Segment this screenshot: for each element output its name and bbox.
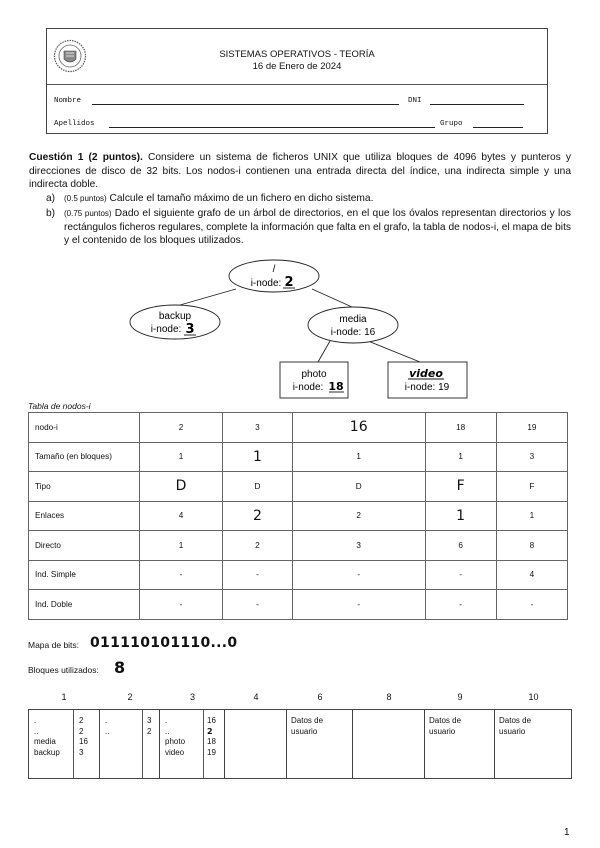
inode-cell: 1 (425, 501, 496, 531)
inode-cell: 1 (496, 501, 567, 531)
inode-cell: D (292, 472, 425, 502)
block-number-8: 8 (386, 692, 392, 702)
grupo-field[interactable] (473, 127, 523, 128)
inode-table-row (29, 590, 568, 620)
block-3-inodes: 16 2 18 19 (207, 716, 216, 757)
block-10 (495, 709, 572, 779)
inode-cell: 6 (425, 531, 496, 561)
inode-cell: - (425, 560, 496, 590)
inode-row-label: Enlaces (29, 501, 140, 531)
inode-row-label: Ind. Doble (29, 590, 140, 620)
course-title: SISTEMAS OPERATIVOS - TEORÍA (219, 49, 375, 60)
block-6 (287, 709, 353, 779)
dni-field[interactable] (430, 104, 524, 105)
inode-table-row (29, 472, 568, 502)
bitmap-label: Mapa de bits: (28, 640, 80, 650)
inode-cell: - (140, 590, 223, 620)
item-b-text: Dado el siguiente grafo de un árbol de directorios, en el que los óvalos representan directorios y los rectángulos ficheros regulares, complete la información que falta en el grafo, la tabla de nodos-i, el mapa de bits y el contenido de los bloques utilizados. (64, 208, 571, 246)
question-intro: Considere un sistema de ficheros UNIX que utiliza bloques de 4096 bytes y punteros y direcciones de disco de 32 bits. Los nodos-i contienen una entrada directa del índice, una indirecta simple y una indirecta doble. (29, 152, 572, 190)
header-title-area (47, 29, 547, 85)
block-number-3: 3 (189, 692, 195, 702)
inode-cell: 4 (496, 560, 567, 590)
block-number-1: 1 (61, 692, 67, 702)
inode-cell: - (223, 560, 293, 590)
node-video (388, 362, 467, 398)
node-backup (130, 305, 220, 339)
backup-inode-label: i-node: (150, 324, 182, 335)
inode-table-row (29, 442, 568, 472)
exam-header (46, 28, 548, 134)
inode-cell: 1 (425, 442, 496, 472)
inode-cell: - (140, 560, 223, 590)
item-b-marker: b) (46, 208, 56, 219)
item-b (64, 207, 571, 248)
edge-root-backup (180, 289, 236, 305)
block-9-user-data: Datos de usuario (429, 716, 462, 736)
item-a-marker: a) (46, 193, 56, 204)
inode-cell: - (496, 590, 567, 620)
inode-cell: - (292, 590, 425, 620)
directory-tree (0, 250, 600, 402)
inode-row-label: nodo-i (29, 413, 140, 443)
apellidos-field[interactable] (109, 127, 435, 128)
item-a-points: (0.5 puntos) (64, 194, 107, 203)
inode-cell: 16 (292, 413, 425, 443)
video-name-hand: video (409, 367, 443, 380)
inode-cell: - (223, 590, 293, 620)
block-6-user-data: Datos de usuario (291, 716, 324, 736)
inode-cell: 18 (425, 413, 496, 443)
inode-cell: 4 (140, 501, 223, 531)
media-inode: i-node: 16 (330, 327, 376, 338)
used-blocks-label: Bloques utilizados: (28, 665, 99, 675)
inode-table-row (29, 501, 568, 531)
block-number-4: 4 (253, 692, 259, 702)
nombre-label: Nombre (54, 97, 82, 105)
inode-table (28, 412, 568, 620)
inode-cell: 8 (496, 531, 567, 561)
node-media (308, 307, 398, 343)
root-name: / (272, 264, 276, 275)
inode-cell: F (425, 472, 496, 502)
inode-cell: 1 (223, 442, 293, 472)
block-2-names: . .. (105, 716, 110, 736)
block-number-6: 6 (317, 692, 323, 702)
photo-name: photo (301, 369, 327, 380)
inode-cell: 19 (496, 413, 567, 443)
inode-cell: D (223, 472, 293, 502)
block-4 (225, 709, 287, 779)
block-2 (100, 709, 160, 779)
inode-table-row (29, 560, 568, 590)
node-photo (280, 362, 348, 398)
video-inode: i-node: 19 (404, 382, 450, 393)
page-number: 1 (564, 827, 570, 838)
backup-name: backup (158, 311, 192, 322)
item-a (64, 192, 570, 206)
inode-cell: D (140, 472, 223, 502)
inode-table-row (29, 531, 568, 561)
inode-cell: 2 (223, 531, 293, 561)
used-blocks-value: 8 (114, 658, 126, 677)
exam-date: 16 de Enero de 2024 (252, 61, 342, 72)
edge-media-photo (318, 341, 330, 362)
inode-cell: 3 (223, 413, 293, 443)
block-10-user-data: Datos de usuario (499, 716, 532, 736)
block-1 (28, 709, 100, 779)
item-b-points: (0.75 puntos) (64, 209, 112, 218)
inode-cell: 1 (292, 442, 425, 472)
dni-label: DNI (408, 97, 422, 105)
inode-cell: 2 (292, 501, 425, 531)
inode-cell: 1 (140, 531, 223, 561)
photo-inode-hand: 18 (328, 380, 344, 393)
node-root (229, 260, 319, 292)
block-number-2: 2 (127, 692, 133, 702)
root-inode-label: i-node: (250, 278, 282, 289)
edge-root-media (312, 289, 352, 307)
inode-table-caption: Tabla de nodos-i (28, 401, 91, 411)
inode-cell: - (292, 560, 425, 590)
inode-row-label: Tipo (29, 472, 140, 502)
photo-inode-label: i-node: (292, 382, 324, 393)
edge-media-video (368, 341, 420, 362)
inode-row-label: Tamaño (en bloques) (29, 442, 140, 472)
media-name: media (339, 314, 367, 325)
inode-cell: 3 (292, 531, 425, 561)
block-1-inodes: 2 2 16 3 (79, 716, 88, 757)
block-3-names: . .. photo video (165, 716, 186, 757)
inode-row-label: Directo (29, 531, 140, 561)
block-number-10: 10 (528, 692, 539, 702)
block-number-9: 9 (457, 692, 463, 702)
inode-table-row (29, 413, 568, 443)
inode-cell: 3 (496, 442, 567, 472)
question-title: Cuestión 1 (2 puntos). (29, 152, 143, 163)
question-1 (29, 151, 571, 192)
backup-inode-hand: 3 (185, 322, 195, 337)
bitmap-value: 011110101110...0 (90, 635, 238, 651)
item-a-text: Calcule el tamaño máximo de un fichero en dicho sistema. (106, 193, 374, 204)
grupo-label: Grupo (440, 120, 463, 128)
block-1-names: . .. media backup (34, 716, 60, 757)
root-inode-hand: 2 (284, 275, 294, 290)
block-2-inodes: 3 2 (147, 716, 152, 736)
apellidos-label: Apellidos (54, 120, 95, 128)
inode-cell: 2 (223, 501, 293, 531)
inode-cell: 1 (140, 442, 223, 472)
block-3 (160, 709, 225, 779)
nombre-field[interactable] (92, 104, 399, 105)
block-8 (353, 709, 425, 779)
inode-row-label: Ind. Simple (29, 560, 140, 590)
inode-cell: F (496, 472, 567, 502)
block-9 (425, 709, 495, 779)
inode-cell: - (425, 590, 496, 620)
inode-cell: 2 (140, 413, 223, 443)
